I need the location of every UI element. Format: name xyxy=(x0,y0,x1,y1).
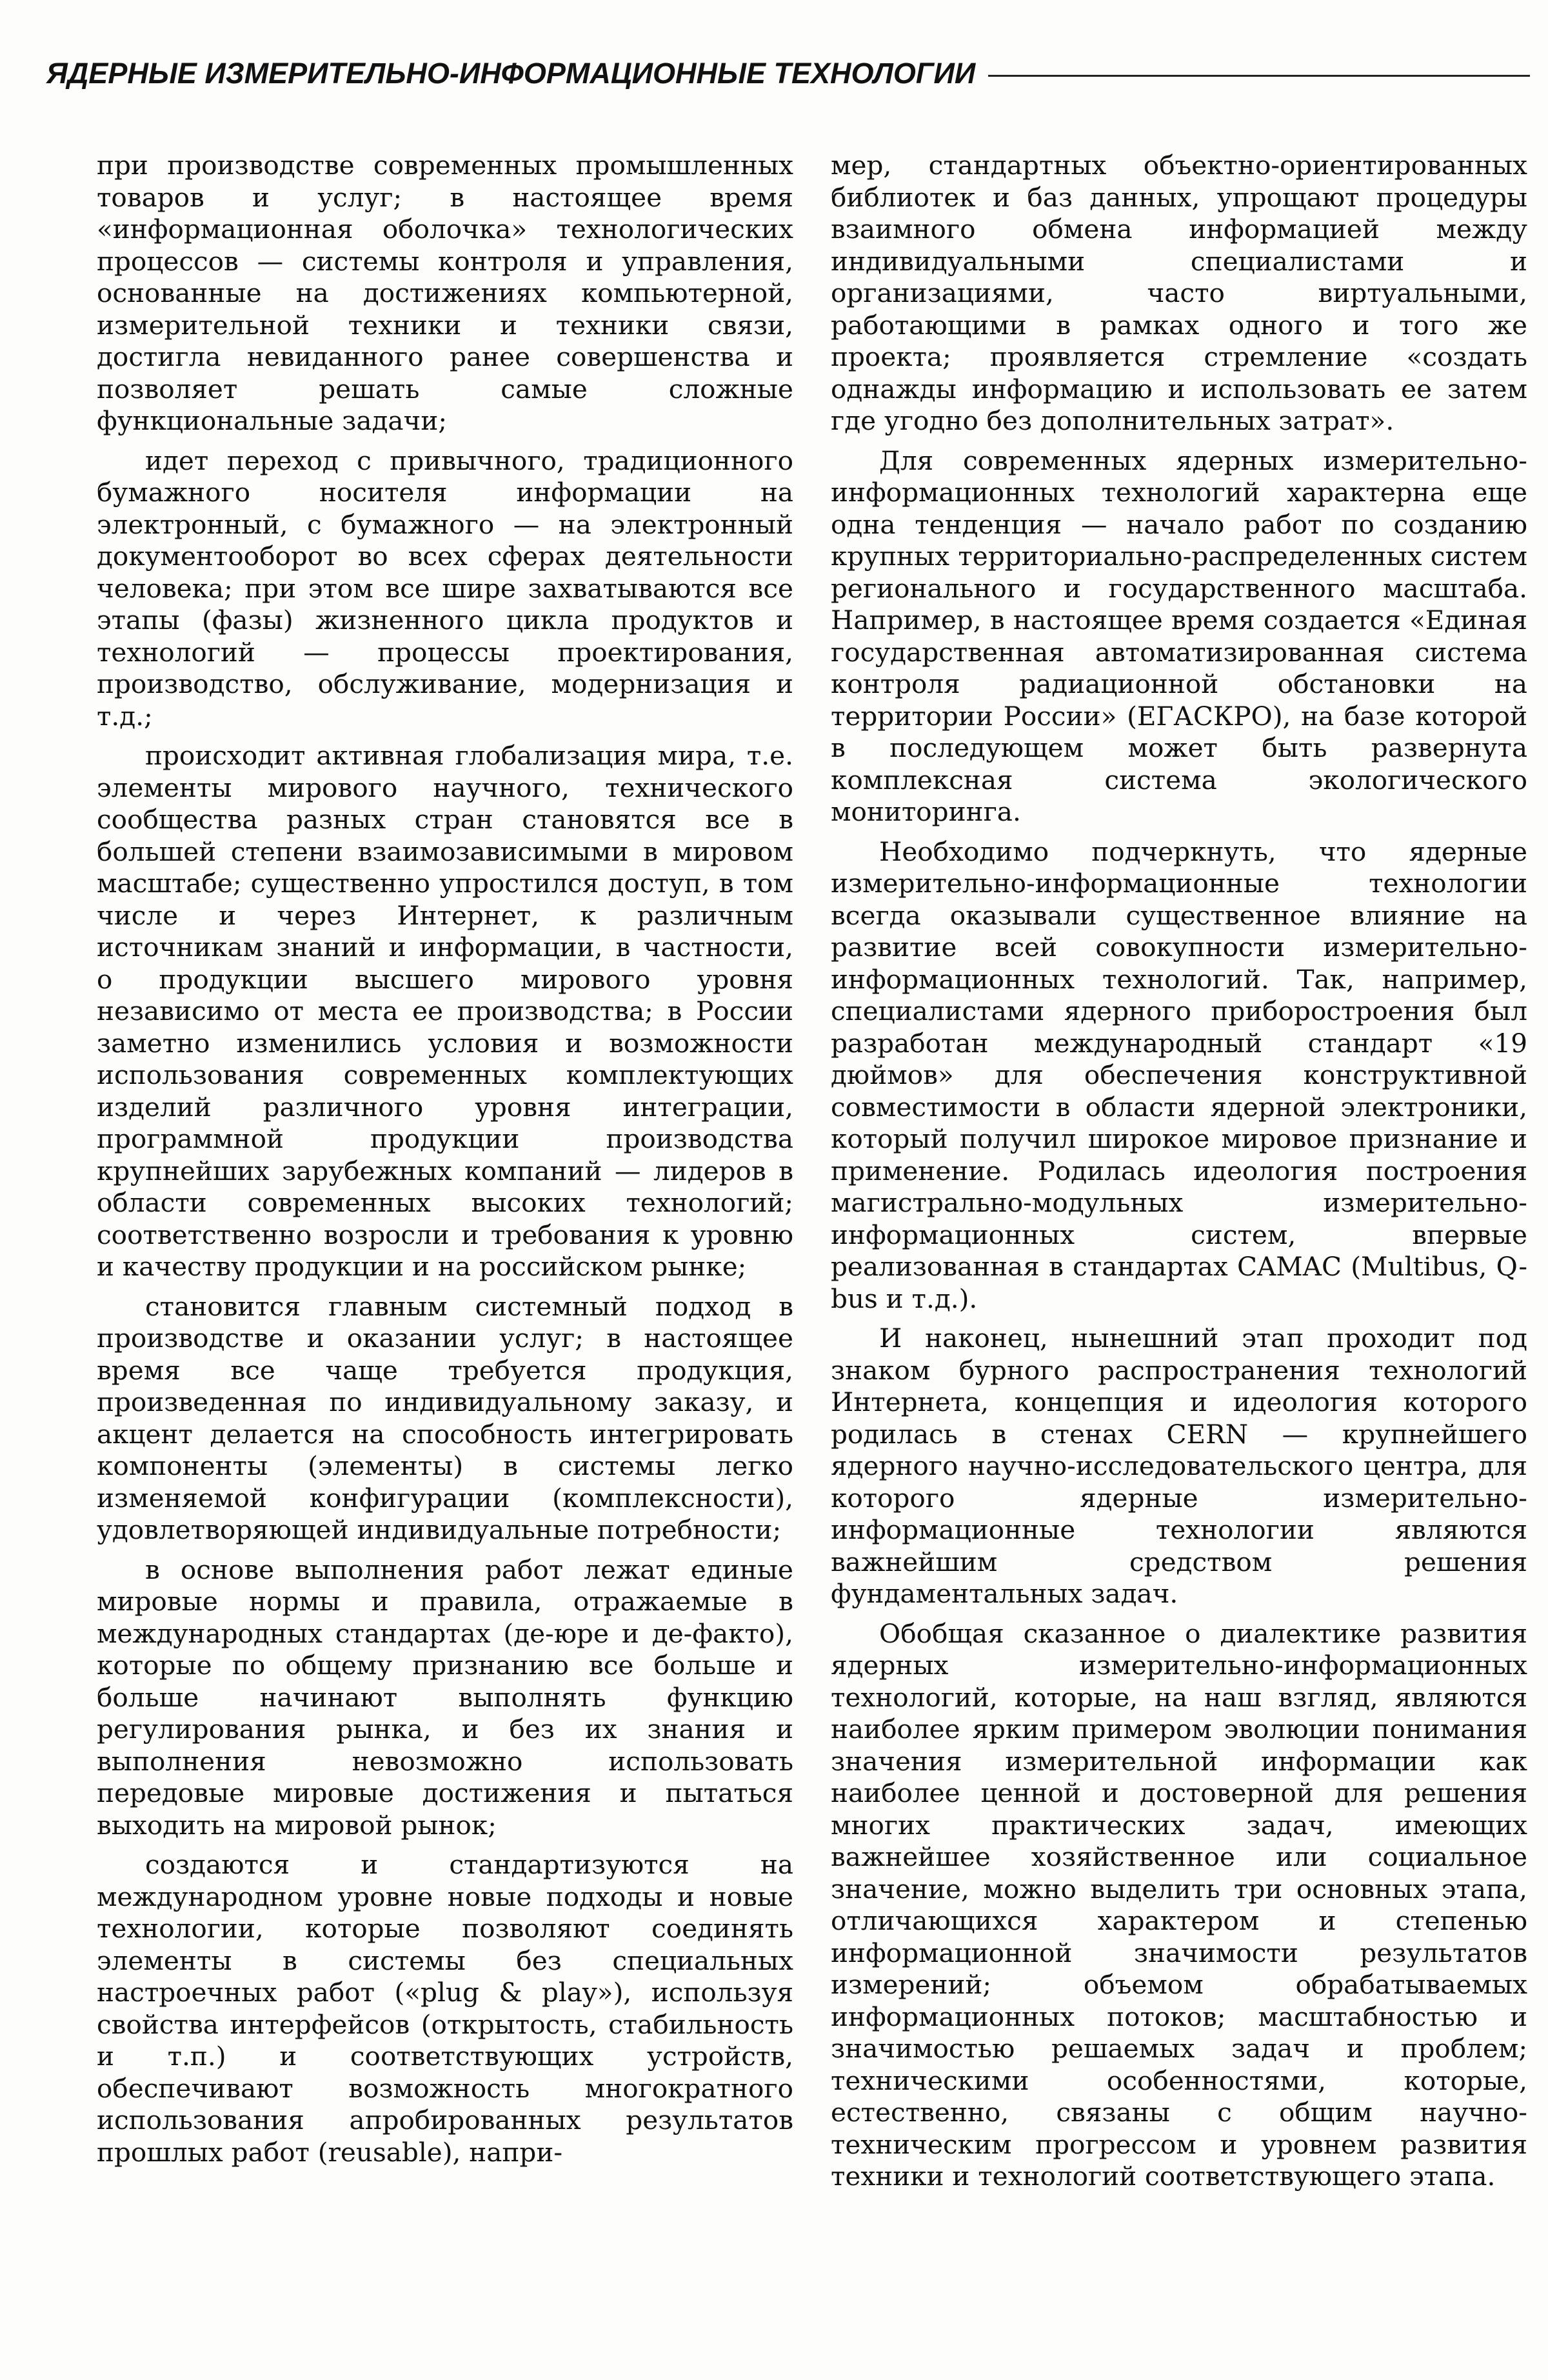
paragraph: в основе выполнения работ лежат единые мировые нормы и правила, отражаемые в международных стандартах (де-юре и де-факто), которые по общему признанию все больше и больше начинают выполнять функцию регулирования рынка, и без их знания и выполнения невозможно использовать передовые мировые достижения и пытаться выходить на мировой рынок; xyxy=(97,1554,793,1841)
paragraph: становится главным системный подход в производстве и оказании услуг; в настоящее время все чаще требуется продукция, произведенная по индивидуальному заказу, и акцент делается на способность интегрировать компоненты (элементы) в системы легко изменяемой конфигурации (комплексности), удовлетворяющей индивидуальные потребности; xyxy=(97,1290,793,1545)
paragraph: Обобщая сказанное о диалектике развития ядерных измерительно-информационных технологий, которые, на наш взгляд, являются наиболее ярким примером эволюции понимания значения измерительной информации как наиболее ценной и достоверной для решения многих практических задач, имеющих важнейшее хозяйственное или социальное значение, можно выделить три основных этапа, отличающихся характером и степенью информационной значимости результатов измерений; объемом обрабатываемых информационных потоков; масштабностью и значимостью решаемых задач и проблем; техническими особенностями, которые, естественно, связаны с общим научно-техническим прогрессом и уровнем развития техники и технологий соответствующего этапа. xyxy=(831,1617,1527,2192)
paragraph: И наконец, нынешний этап проходит под знаком бурного распространения технологий Интернета, концепция и идеология которого родилась в стенах CERN — крупнейшего ядерного научно-исследовательского центра, для которого ядерные измерительно-информационные технологии являются важнейшим средством решения фундаментальных задач. xyxy=(831,1323,1527,1609)
header-rule xyxy=(988,75,1530,77)
paragraph: Необходимо подчеркнуть, что ядерные измерительно-информационные технологии всегда оказывали существенное влияние на развитие всей совокупности измерительно-информационных технологий. Так, например, специалистами ядерного приборостроения был разработан международный стандарт «19 дюймов» для обеспечения конструктивной совместимости в области ядерной электроники, который получил широкое мировое признание и применение. Родилась идеология построения магистрально-модульных измерительно-информационных систем, впервые реализованная в стандартах CAMAC (Multibus, Q-bus и т.д.). xyxy=(831,835,1527,1314)
paragraph: при производстве современных промышленных товаров и услуг; в настоящее время «информационная оболочка» технологических процессов — системы контроля и управления, основанные на достижениях компьютерной, измерительной техники и техники связи, достигла невиданного ранее совершенства и позволяет решать самые сложные функциональные задачи; xyxy=(97,150,793,436)
paragraph: мер, стандартных объектно-ориентированных библиотек и баз данных, упрощают процедуры взаимного обмена информацией между индивидуальными специалистами и организациями, часто виртуальными, работающими в рамках одного и того же проекта; проявляется стремление «создать однажды информацию и использовать ее затем где угодно без дополнительных затрат». xyxy=(831,150,1527,436)
running-header xyxy=(46,57,1530,90)
paragraph: создаются и стандартизуются на международном уровне новые подходы и новые технологии, которые позволяют соединять элементы в системы без специальных настроечных работ («plug & play»), используя свойства интерфейсов (открытость, стабильность и т.п.) и соответствующих устройств, обеспечивают возможность многократного использования апробированных результатов прошлых работ (reusable), напри- xyxy=(97,1849,793,2168)
running-header-title: ЯДЕРНЫЕ ИЗМЕРИТЕЛЬНО-ИНФОРМАЦИОННЫЕ ТЕХНОЛОГИИ xyxy=(46,57,976,90)
paragraph: Для современных ядерных измерительно-информационных технологий характерна еще одна тенденция — начало работ по созданию крупных территориально-распределенных систем регионального и государственного масштаба. Например, в настоящее время создается «Единая государственная автоматизированная система контроля радиационной обстановки на территории России» (ЕГАСКРО), на базе которой в последующем может быть развернута комплексная система экологического мониторинга. xyxy=(831,445,1527,827)
right-column xyxy=(831,150,1527,2193)
paragraph: идет переход с привычного, традиционного бумажного носителя информации на электронный, с бумажного — на электронный документооборот во всех сферах деятельности человека; при этом все шире захватываются все этапы (фазы) жизненного цикла продуктов и технологий — процессы проектирования, производство, обслуживание, модернизация и т.д.; xyxy=(97,445,793,732)
left-column xyxy=(97,150,793,2168)
paragraph: происходит активная глобализация мира, т.е. элементы мирового научного, технического сообщества разных стран становятся все в большей степени взаимозависимыми в мировом масштабе; существенно упростился доступ, в том числе и через Интернет, к различным источникам знаний и информации, в частности, о продукции высшего мирового уровня независимо от места ее производства; в России заметно изменились условия и возможности использования современных комплектующих изделий различного уровня интеграции, программной продукции производства крупнейших зарубежных компаний — лидеров в области современных высоких технологий; соответственно возросли и требования к уровню и качеству продукции и на российском рынке; xyxy=(97,740,793,1282)
